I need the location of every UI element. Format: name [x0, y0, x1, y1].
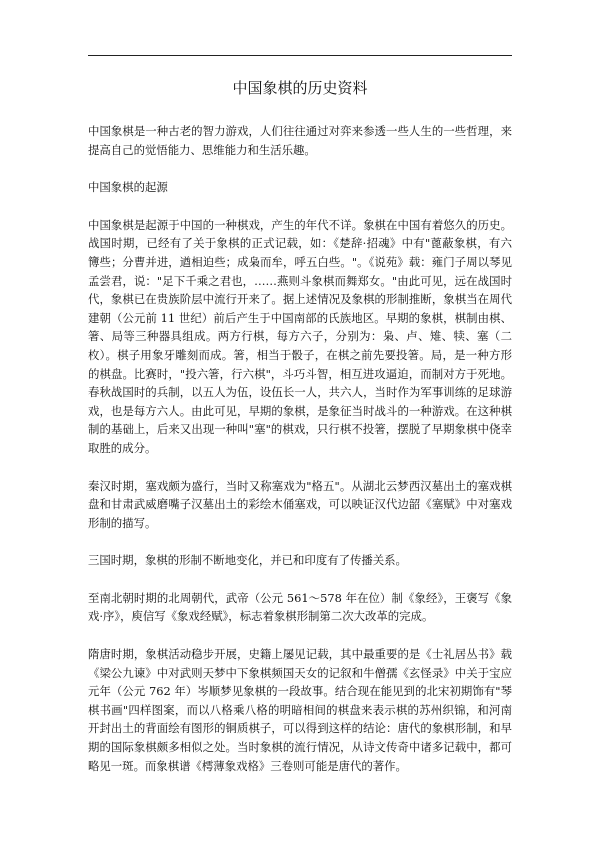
header-rule	[88, 55, 512, 56]
intro-paragraph: 中国象棋是一种古老的智力游戏，人们往往通过对弈来参透一些人生的一些哲理，来提高自己的觉悟能力、思维能力和生活乐趣。	[88, 124, 512, 157]
qin-han-paragraph: 秦汉时期，塞戏颇为盛行，当时又称塞戏为"格五"。从湖北云梦西汉墓出土的塞戏棋盘和甘肃武威磨嘴子汉墓出土的彩绘木俑塞戏，可以映证汉代边韶《塞赋》中对塞戏形制的描写。	[88, 478, 512, 530]
three-kingdoms-paragraph: 三国时期，象棋的形制不断地变化，并已和印度有了传播关系。	[88, 553, 407, 568]
sui-tang-paragraph: 隋唐时期，象棋活动稳步开展，史籍上屡见记载，其中最重要的是《士礼居丛书》载《梁公九谏》中对武则天梦中下象棋频国天女的记叙和牛僧孺《玄怪录》中关于宝应元年（公元 762 年）岑顺梦见象棋的一段故事。结合现在能见到的北宋初期饰有"琴棋书画"四样图案，而以八格乘八格的明暗相间的棋盘来表示棋的苏州织锦，和河南开封出土的背面绘有图形的铜质棋子，可以得到这样的结论：唐代的象棋形制，和早期的国际象棋颇多相似之处。当时象棋的流行情况，从诗文传奇中诸多记载中，都可略见一斑。而象棋谱《樗薄象戏格》三卷则可能是唐代的著作。	[88, 647, 512, 773]
origin-paragraph: 中国象棋是起源于中国的一种棋戏，产生的年代不详。象棋在中国有着悠久的历史。战国时期，已经有了关于象棋的正式记载，如：《楚辞·招魂》中有"蓖蔽象棋，有六簙些；分曹并进，遒相迫些；成枭而牟，呼五白些。"。《说苑》载：雍门子周以琴见孟尝君，说："足下千乘之君也，……燕则斗象棋而舞郑女。"由此可见，远在战国时代，象棋已在贵族阶层中流行开来了。据上述情况及象棋的形制推断，象棋当在周代建朝（公元前 11 世纪）前后产生于中国南部的氏族地区。早期的象棋，棋制由棋、箸、局等三种器具组成。两方行棋，每方六子，分别为：枭、卢、雉、犊、塞（二枚）。棋子用象牙雕刻而成。箸，相当于骰子，在棋之前先要投箸。局，是一种方形的棋盘。比赛时，"投六箸，行六棋"，斗巧斗智，相互进攻逼迫，而制对方于死地。春秋战国时的兵制，以五人为伍，设伍长一人，共六人，当时作为军事训练的足球游戏，也是每方六人。由此可见，早期的象棋，是象征当时战斗的一种游戏。在这种棋制的基础上，后来又出现一种叫"塞"的棋戏，只行棋不投箸，摆脱了早期象棋中侥幸取胜的成分。	[88, 217, 512, 455]
section-heading-origin: 中国象棋的起源	[88, 180, 168, 195]
document-body	[88, 122, 512, 794]
northern-southern-dynasties-paragraph: 至南北朝时期的北周朝代，武帝（公元 561～578 年在位）制《象经》，王褒写《象戏·序》，庾信写《象戏经赋》，标志着象棋形制第二次大改革的完成。	[88, 590, 512, 624]
document-title: 中国象棋的历史资料	[232, 79, 368, 97]
